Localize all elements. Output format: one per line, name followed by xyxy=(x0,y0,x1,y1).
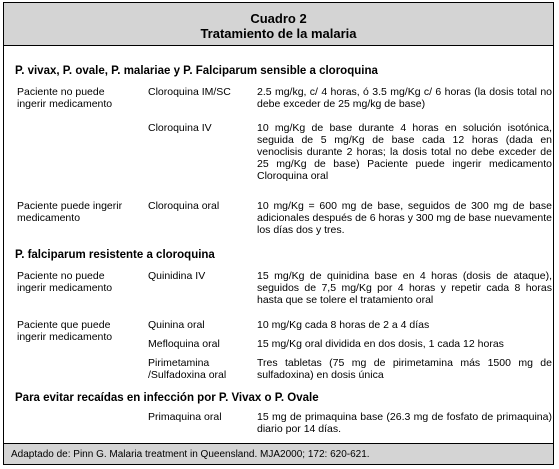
drug-cell: Mefloquina oral xyxy=(148,338,220,350)
patient-cell: Paciente no puede ingerir medicamento xyxy=(17,270,113,294)
dose-cell: 2.5 mg/kg, c/ 4 horas, ó 3.5 mg/Kg c/ 6 horas (la dosis total no debe exceder de 25 mg/kg de base) xyxy=(257,86,552,110)
dose-cell: 15 mg/Kg oral dividida en dos dosis, 1 cada 12 horas xyxy=(257,338,504,350)
drug-cell: Cloroquina oral xyxy=(148,200,220,212)
drug-cell: Quinina oral xyxy=(148,319,205,331)
table-header xyxy=(4,3,553,46)
table-number: Cuadro 2 xyxy=(250,11,307,26)
section-heading-resistant: P. falciparum resistente a cloroquina xyxy=(15,249,215,261)
drug-cell: Cloroquina IM/SC xyxy=(148,86,231,98)
patient-cell: Paciente no puede ingerir medicamento xyxy=(17,86,113,110)
dose-cell: 10 mg/Kg cada 8 horas de 2 a 4 días xyxy=(257,319,430,331)
dose-cell: 10 mg/Kg = 600 mg de base, seguidos de 300 mg de base adicionales después de 6 horas y 300 mg de base nuevamente los días dos y tres. xyxy=(257,200,552,236)
table-title: Tratamiento de la malaria xyxy=(200,26,357,41)
drug-cell: Cloroquina IV xyxy=(148,122,212,134)
source-footnote: Adaptado de: Pinn G. Malaria treatment in Queensland. MJA2000; 172: 620-621. xyxy=(4,443,553,464)
patient-cell: Paciente que puede ingerir medicamento xyxy=(17,319,113,343)
drug-cell: Primaquina oral xyxy=(148,411,222,423)
dose-cell: Tres tabletas (75 mg de pirimetamina más 1500 mg de sulfadoxina) en dosis única xyxy=(257,357,552,381)
drug-cell: Quinidina IV xyxy=(148,270,206,282)
section-heading-relapse: Para evitar recaídas en infección por P. Vivax o P. Ovale xyxy=(15,392,319,404)
drug-cell: Pirimetamina /Sulfadoxina oral xyxy=(148,357,227,381)
dose-cell: 15 mg/Kg de quinidina base en 4 horas (dosis de ataque), seguidos de 7,5 mg/Kg por 4 horas y repetir cada 8 horas hasta que se tolere el tratamiento oral xyxy=(257,270,552,306)
table-frame xyxy=(3,2,554,465)
dose-cell: 10 mg/Kg de base durante 4 horas en solución isotónica, seguida de 5 mg/Kg de base cada 12 horas (dada en venoclisis durante 2 horas; la dosis total no debe exceder de 25 mg/Kg de base) Paciente puede ingerir medicamento Cloroquina oral xyxy=(257,122,552,182)
patient-cell: Paciente puede ingerir medicamento xyxy=(17,200,123,224)
section-heading-sensitive: P. vivax, P. ovale, P. malariae y P. Falciparum sensible a cloroquina xyxy=(15,65,378,77)
dose-cell: 15 mg de primaquina base (26.3 mg de fosfato de primaquina) diario por 14 días. xyxy=(257,411,552,435)
